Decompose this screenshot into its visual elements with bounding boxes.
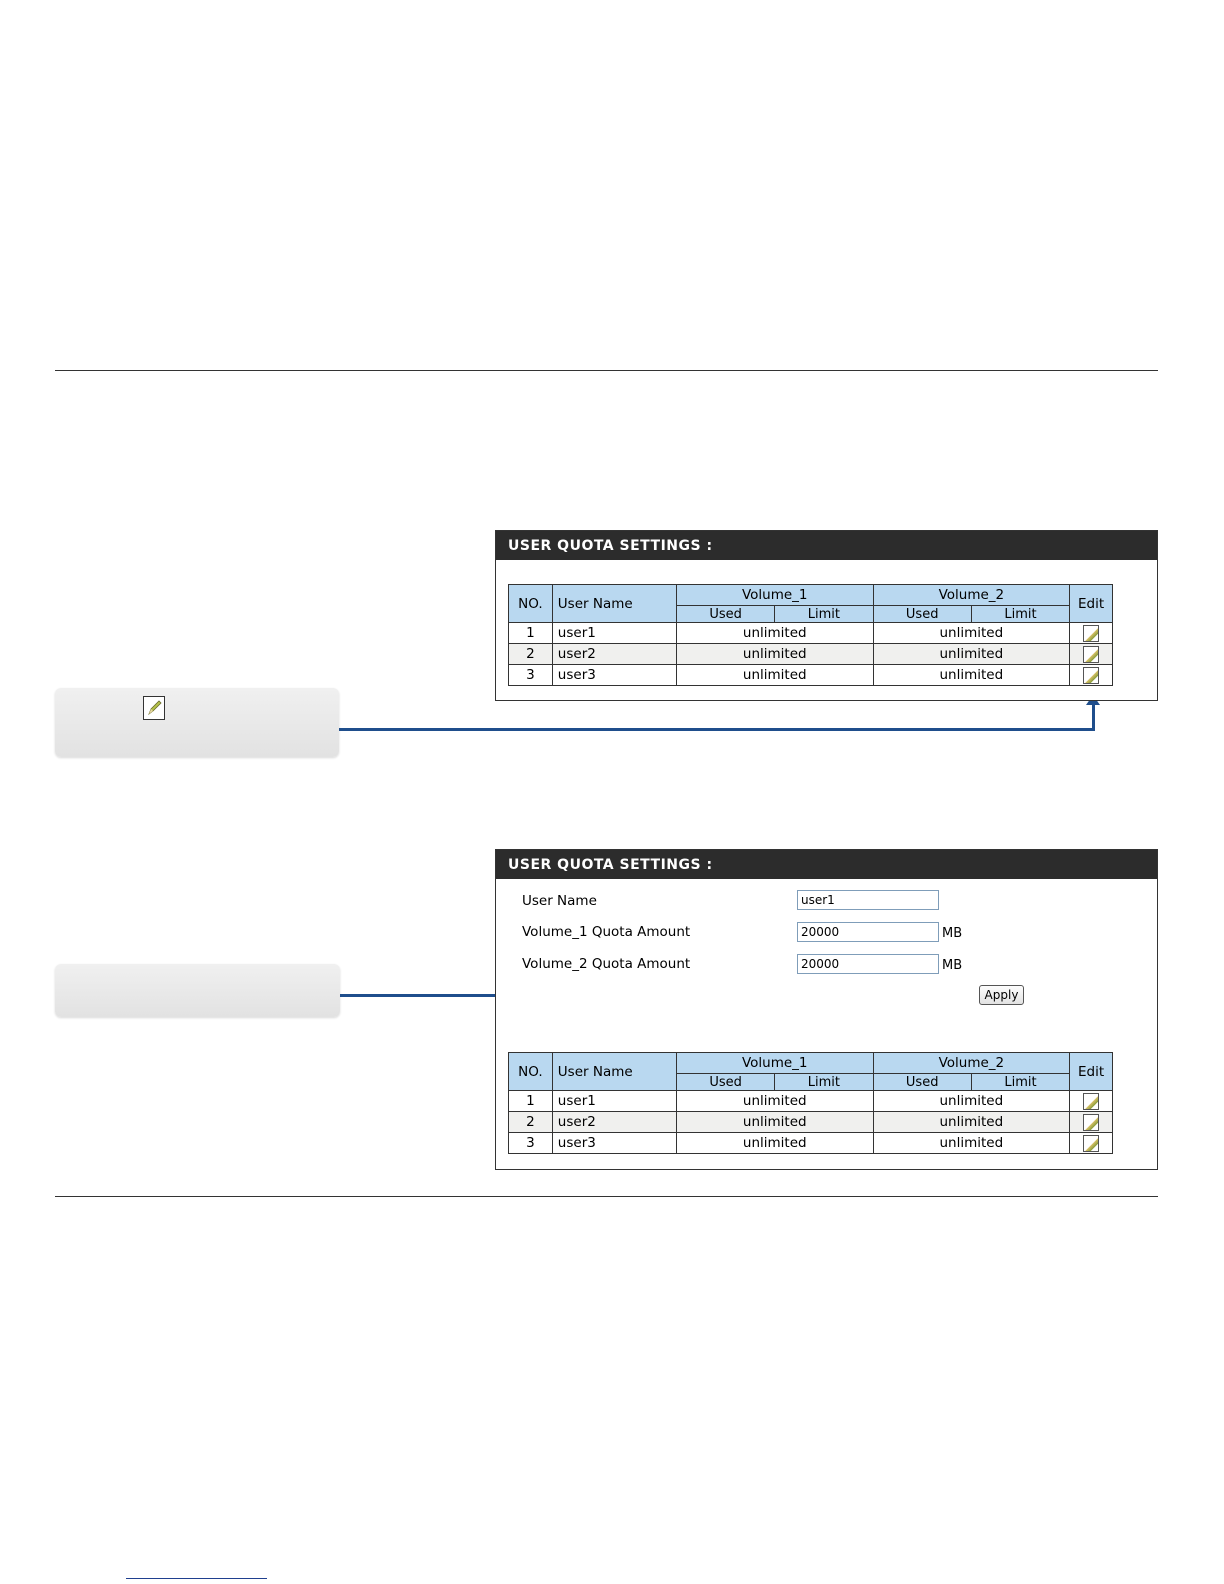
row-vol1: unlimited: [676, 1091, 873, 1112]
quota-table: [508, 584, 1113, 686]
row-user: user2: [552, 644, 676, 665]
row-vol1: unlimited: [676, 665, 873, 686]
col-volume-1: Volume_1: [676, 1053, 873, 1074]
volume-1-unit: MB: [942, 926, 963, 941]
connector-line-1: [339, 728, 1095, 731]
callout-edit-instruction: [55, 688, 339, 757]
panel-title: USER QUOTA SETTINGS :: [496, 531, 1157, 560]
edit-icon[interactable]: [1083, 1114, 1099, 1131]
footer-link-underline: [126, 1578, 267, 1579]
row-no: 1: [509, 623, 553, 644]
edit-icon[interactable]: [1083, 1135, 1099, 1152]
row-no: 3: [509, 665, 553, 686]
row-no: 1: [509, 1091, 553, 1112]
row-edit-button[interactable]: [1070, 665, 1113, 686]
row-vol2: unlimited: [873, 1133, 1070, 1154]
volume-2-unit: MB: [942, 958, 963, 973]
panel-title: USER QUOTA SETTINGS :: [496, 850, 1157, 879]
user-name-label: User Name: [522, 893, 597, 909]
edit-icon: [143, 696, 165, 720]
apply-button[interactable]: Apply: [979, 985, 1024, 1005]
row-edit-button[interactable]: [1070, 623, 1113, 644]
row-vol2: unlimited: [873, 1091, 1070, 1112]
col-vol1-used: Used: [676, 1074, 774, 1091]
connector-line-1-vertical: [1092, 704, 1095, 731]
row-vol1: unlimited: [676, 1112, 873, 1133]
row-edit-button[interactable]: [1070, 1133, 1113, 1154]
table-row: [509, 1112, 1113, 1133]
callout-apply-instruction: [55, 964, 340, 1017]
user-quota-panel: [495, 530, 1158, 701]
col-edit: Edit: [1070, 1053, 1113, 1091]
col-vol2-used: Used: [873, 1074, 971, 1091]
row-vol1: unlimited: [676, 644, 873, 665]
row-user: user3: [552, 1133, 676, 1154]
row-user: user1: [552, 1091, 676, 1112]
row-user: user3: [552, 665, 676, 686]
col-volume-1: Volume_1: [676, 585, 873, 606]
edit-icon[interactable]: [1083, 625, 1099, 642]
user-name-input[interactable]: [797, 890, 939, 910]
col-vol1-limit: Limit: [775, 1074, 873, 1091]
col-vol1-limit: Limit: [775, 606, 873, 623]
user-quota-edit-panel: [495, 849, 1158, 1170]
row-vol2: unlimited: [873, 623, 1070, 644]
edit-icon[interactable]: [1083, 646, 1099, 663]
row-edit-button[interactable]: [1070, 1112, 1113, 1133]
row-vol2: unlimited: [873, 665, 1070, 686]
table-row: [509, 665, 1113, 686]
volume-1-quota-label: Volume_1 Quota Amount: [522, 924, 691, 940]
col-no: NO.: [509, 1053, 553, 1091]
col-no: NO.: [509, 585, 553, 623]
col-edit: Edit: [1070, 585, 1113, 623]
row-edit-button[interactable]: [1070, 644, 1113, 665]
bottom-divider: [55, 1196, 1158, 1197]
col-volume-2: Volume_2: [873, 1053, 1070, 1074]
row-no: 3: [509, 1133, 553, 1154]
table-row: [509, 644, 1113, 665]
volume-2-quota-input[interactable]: [797, 954, 939, 974]
col-vol1-used: Used: [676, 606, 774, 623]
top-divider: [55, 370, 1158, 371]
col-vol2-limit: Limit: [971, 1074, 1069, 1091]
edit-icon[interactable]: [1083, 667, 1099, 684]
row-no: 2: [509, 1112, 553, 1133]
col-user-name: User Name: [552, 585, 676, 623]
edit-icon[interactable]: [1083, 1093, 1099, 1110]
col-vol2-limit: Limit: [971, 606, 1069, 623]
row-vol1: unlimited: [676, 623, 873, 644]
row-user: user2: [552, 1112, 676, 1133]
row-vol2: unlimited: [873, 644, 1070, 665]
row-user: user1: [552, 623, 676, 644]
col-vol2-used: Used: [873, 606, 971, 623]
row-vol1: unlimited: [676, 1133, 873, 1154]
col-volume-2: Volume_2: [873, 585, 1070, 606]
table-row: [509, 623, 1113, 644]
table-row: [509, 1091, 1113, 1112]
volume-1-quota-input[interactable]: [797, 922, 939, 942]
table-row: [509, 1133, 1113, 1154]
row-vol2: unlimited: [873, 1112, 1070, 1133]
quota-table: [508, 1052, 1113, 1154]
col-user-name: User Name: [552, 1053, 676, 1091]
volume-2-quota-label: Volume_2 Quota Amount: [522, 956, 691, 972]
row-edit-button[interactable]: [1070, 1091, 1113, 1112]
row-no: 2: [509, 644, 553, 665]
